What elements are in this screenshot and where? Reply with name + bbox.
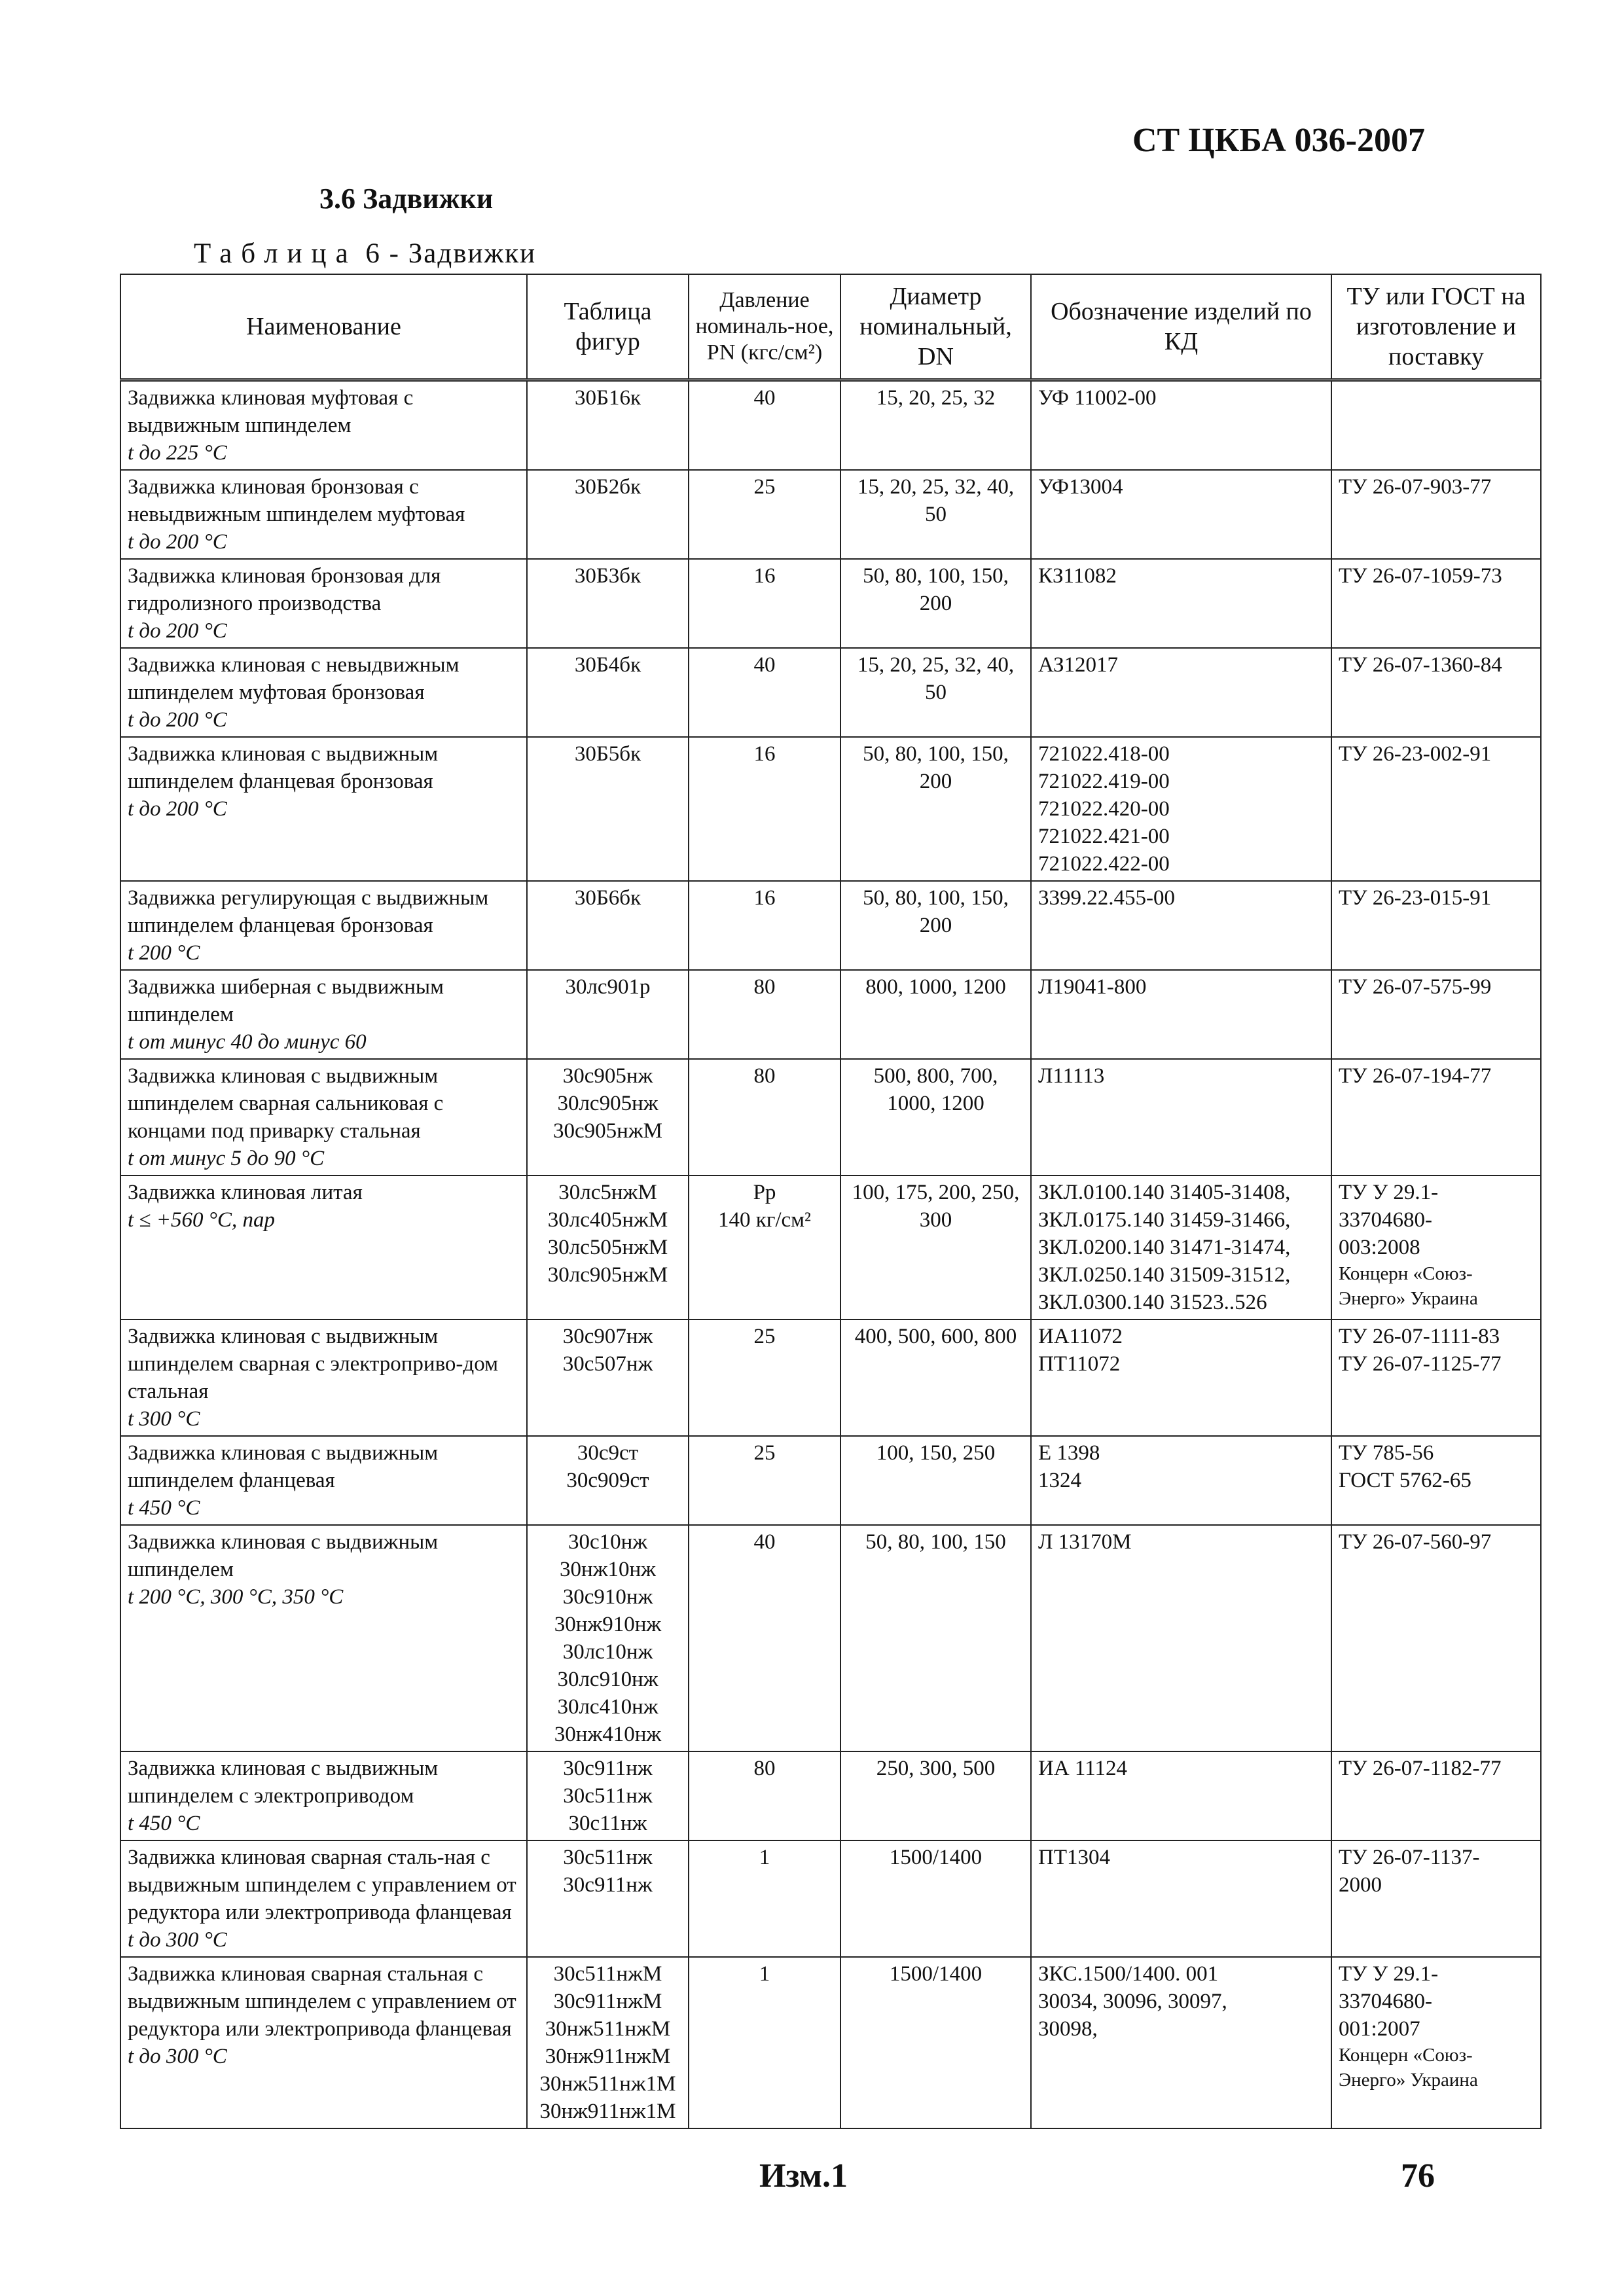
- cell-figure: [527, 1436, 689, 1525]
- table-caption-rest: 6 - Задвижки: [365, 238, 537, 269]
- cell-standard: [1331, 1525, 1541, 1751]
- cell-standard: [1331, 1751, 1541, 1840]
- figure-codes: 30лс901р: [565, 975, 651, 999]
- cell-standard: [1331, 1319, 1541, 1436]
- diameter-values: 800, 1000, 1200: [865, 975, 1006, 999]
- cell-standard: [1331, 559, 1541, 648]
- table-row: [120, 1175, 1541, 1319]
- diameter-values: 100, 175, 200, 250, 300: [852, 1181, 1020, 1232]
- col-header-name: Наименование: [120, 274, 527, 380]
- diameter-values: 1500/1400: [889, 1846, 983, 1869]
- diameter-values: 15, 20, 25, 32: [876, 386, 996, 410]
- cell-designation: [1031, 559, 1331, 648]
- cell-pressure: [689, 559, 840, 648]
- cell-standard: [1331, 737, 1541, 881]
- temperature-condition: t 200 °C: [128, 941, 200, 965]
- cell-designation: [1031, 1175, 1331, 1319]
- section-title: 3.6 Задвижки: [319, 183, 494, 215]
- cell-designation: [1031, 737, 1331, 881]
- figure-codes: 30Б2бк: [574, 475, 641, 499]
- standard-codes: ТУ 26-07-560-97: [1339, 1530, 1492, 1554]
- valve-name: Задвижка клиновая литая: [128, 1181, 363, 1204]
- pressure-value: Рр 140 кг/см²: [718, 1181, 811, 1232]
- diameter-values: 50, 80, 100, 150, 200: [863, 564, 1009, 615]
- cell-standard: [1331, 1059, 1541, 1175]
- cell-pressure: [689, 1175, 840, 1319]
- table-caption: [194, 238, 536, 270]
- pressure-value: 40: [753, 1530, 776, 1554]
- cell-designation: [1031, 970, 1331, 1059]
- cell-figure: [527, 470, 689, 559]
- cell-name: [120, 1319, 527, 1436]
- pressure-value: 80: [753, 975, 776, 999]
- cell-designation: [1031, 1840, 1331, 1957]
- pressure-value: 25: [753, 1325, 776, 1348]
- pressure-value: 16: [753, 564, 776, 588]
- designation-codes: 3399.22.455-00: [1038, 886, 1175, 910]
- standard-codes: ТУ 26-07-1360-84: [1339, 653, 1502, 677]
- cell-figure: [527, 1059, 689, 1175]
- cell-diameter: [840, 1525, 1031, 1751]
- cell-standard: [1331, 648, 1541, 737]
- cell-figure: [527, 881, 689, 970]
- temperature-condition: t от минус 40 до минус 60: [128, 1030, 367, 1054]
- cell-name: [120, 470, 527, 559]
- cell-designation: [1031, 1751, 1331, 1840]
- cell-name: [120, 1059, 527, 1175]
- pressure-value: 80: [753, 1064, 776, 1088]
- figure-codes: 30с511нж 30с911нж: [563, 1846, 653, 1897]
- valve-name: Задвижка клиновая бронзовая для гидролизного производства: [128, 564, 441, 615]
- table-row: [120, 470, 1541, 559]
- designation-codes: ЗКС.1500/1400. 001 30034, 30096, 30097, 30098,: [1038, 1962, 1227, 2041]
- table-row: [120, 970, 1541, 1059]
- figure-codes: 30лс5нжМ 30лс405нжМ 30лс505нжМ 30лс905нжМ: [547, 1181, 668, 1287]
- cell-name: [120, 1175, 527, 1319]
- pressure-value: 1: [759, 1962, 770, 1986]
- cell-name: [120, 881, 527, 970]
- cell-diameter: [840, 648, 1031, 737]
- manufacturer-note: Концерн «Союз-Энерго» Украина: [1339, 1263, 1478, 1309]
- cell-designation: [1031, 1059, 1331, 1175]
- cell-diameter: [840, 1957, 1031, 2128]
- valve-name: Задвижка клиновая с выдвижным шпинделем с электроприводом: [128, 1757, 439, 1808]
- cell-figure: [527, 380, 689, 471]
- cell-name: [120, 380, 527, 471]
- diameter-values: 400, 500, 600, 800: [854, 1325, 1017, 1348]
- cell-diameter: [840, 970, 1031, 1059]
- temperature-condition: t 300 °C: [128, 1407, 200, 1431]
- diameter-values: 50, 80, 100, 150, 200: [863, 742, 1009, 793]
- standard-codes: ТУ 26-07-1059-73: [1339, 564, 1502, 588]
- cell-designation: [1031, 470, 1331, 559]
- cell-figure: [527, 559, 689, 648]
- table-body: [120, 380, 1541, 2129]
- cell-name: [120, 1840, 527, 1957]
- table-row: [120, 1059, 1541, 1175]
- figure-codes: 30Б3бк: [574, 564, 641, 588]
- standard-codes: ТУ 785-56 ГОСТ 5762-65: [1339, 1441, 1471, 1492]
- standard-codes: ТУ 26-07-194-77: [1339, 1064, 1492, 1088]
- cell-designation: [1031, 1436, 1331, 1525]
- valve-name: Задвижка клиновая сварная сталь-ная с выдвижным шпинделем с управлением от редуктора или электропривода фланцевая: [128, 1846, 516, 1924]
- cell-designation: [1031, 1957, 1331, 2128]
- cell-name: [120, 1525, 527, 1751]
- standard-codes: ТУ 26-07-1111-83 ТУ 26-07-1125-77: [1339, 1325, 1502, 1376]
- standard-codes: ТУ У 29.1- 33704680- 001:2007: [1339, 1962, 1439, 2041]
- cell-name: [120, 970, 527, 1059]
- designation-codes: ЗКЛ.0100.140 31405-31408, ЗКЛ.0175.140 31459-31466, ЗКЛ.0200.140 31471-31474, ЗКЛ.0250.140 31509-31512, ЗКЛ.0300.140 31523..526: [1038, 1181, 1291, 1314]
- cell-diameter: [840, 1751, 1031, 1840]
- table-row: [120, 648, 1541, 737]
- cell-designation: [1031, 380, 1331, 471]
- col-header-standard: ТУ или ГОСТ на изготовление и поставку: [1331, 274, 1541, 380]
- temperature-condition: t до 200 °C: [128, 530, 227, 554]
- standard-codes: ТУ 26-07-903-77: [1339, 475, 1492, 499]
- designation-codes: УФ 11002-00: [1038, 386, 1157, 410]
- temperature-condition: t до 200 °C: [128, 708, 227, 732]
- cell-standard: [1331, 380, 1541, 471]
- cell-standard: [1331, 881, 1541, 970]
- table-row: [120, 380, 1541, 471]
- cell-name: [120, 1436, 527, 1525]
- valve-name: Задвижка клиновая с выдвижным шпинделем: [128, 1530, 439, 1581]
- col-header-designation: Обозначение изделий по КД: [1031, 274, 1331, 380]
- temperature-condition: t от минус 5 до 90 °C: [128, 1147, 325, 1170]
- table-row: [120, 1840, 1541, 1957]
- diameter-values: 50, 80, 100, 150, 200: [863, 886, 1009, 937]
- cell-diameter: [840, 1175, 1031, 1319]
- figure-codes: 30с911нж 30с511нж 30с11нж: [563, 1757, 653, 1835]
- figure-codes: 30с9ст 30с909ст: [566, 1441, 649, 1492]
- cell-name: [120, 1751, 527, 1840]
- designation-codes: ИА11072 ПТ11072: [1038, 1325, 1123, 1376]
- cell-figure: [527, 737, 689, 881]
- figure-codes: 30Б4бк: [574, 653, 641, 677]
- diameter-values: 15, 20, 25, 32, 40, 50: [857, 653, 1015, 704]
- pressure-value: 16: [753, 886, 776, 910]
- cell-figure: [527, 1525, 689, 1751]
- cell-pressure: [689, 881, 840, 970]
- cell-diameter: [840, 1436, 1031, 1525]
- cell-standard: [1331, 470, 1541, 559]
- designation-codes: АЗ12017: [1038, 653, 1119, 677]
- pressure-value: 25: [753, 1441, 776, 1465]
- figure-codes: 30с907нж 30с507нж: [562, 1325, 653, 1376]
- cell-figure: [527, 648, 689, 737]
- pressure-value: 25: [753, 475, 776, 499]
- figure-codes: 30Б6бк: [574, 886, 641, 910]
- diameter-values: 1500/1400: [889, 1962, 983, 1986]
- cell-diameter: [840, 559, 1031, 648]
- cell-diameter: [840, 1840, 1031, 1957]
- table-row: [120, 1436, 1541, 1525]
- cell-name: [120, 648, 527, 737]
- cell-pressure: [689, 380, 840, 471]
- valve-name: Задвижка клиновая бронзовая с невыдвижным шпинделем муфтовая: [128, 475, 465, 526]
- standard-codes: ТУ 26-07-575-99: [1339, 975, 1492, 999]
- designation-codes: Е 1398 1324: [1038, 1441, 1100, 1492]
- cell-pressure: [689, 1957, 840, 2128]
- cell-pressure: [689, 737, 840, 881]
- cell-pressure: [689, 970, 840, 1059]
- standard-codes: ТУ 26-07-1182-77: [1339, 1757, 1502, 1780]
- designation-codes: Л19041-800: [1038, 975, 1147, 999]
- diameter-values: 15, 20, 25, 32, 40, 50: [857, 475, 1015, 526]
- valve-name: Задвижка клиновая с невыдвижным шпинделем муфтовая бронзовая: [128, 653, 460, 704]
- designation-codes: Л 13170М: [1038, 1530, 1132, 1554]
- cell-diameter: [840, 881, 1031, 970]
- table-row: [120, 1319, 1541, 1436]
- standard-codes: ТУ 26-23-002-91: [1339, 742, 1492, 766]
- cell-pressure: [689, 1525, 840, 1751]
- standard-codes: ТУ 26-07-1137- 2000: [1339, 1846, 1480, 1897]
- col-header-figure: Таблица фигур: [527, 274, 689, 380]
- designation-codes: ПТ1304: [1038, 1846, 1110, 1869]
- valve-name: Задвижка регулирующая с выдвижным шпинделем фланцевая бронзовая: [128, 886, 489, 937]
- pressure-value: 80: [753, 1757, 776, 1780]
- designation-codes: Л11113: [1038, 1064, 1105, 1088]
- standard-codes: ТУ 26-23-015-91: [1339, 886, 1492, 910]
- pressure-value: 1: [759, 1846, 770, 1869]
- temperature-condition: t до 200 °C: [128, 797, 227, 821]
- cell-pressure: [689, 1059, 840, 1175]
- table-row: [120, 1751, 1541, 1840]
- cell-figure: [527, 1319, 689, 1436]
- gate-valves-table: [120, 274, 1542, 2129]
- table-row: [120, 881, 1541, 970]
- doc-code: СТ ЦКБА 036-2007: [1132, 122, 1425, 159]
- valve-name: Задвижка клиновая с выдвижным шпинделем сварная сальниковая с концами под приварку стальная: [128, 1064, 444, 1143]
- temperature-condition: t 450 °C: [128, 1496, 200, 1520]
- cell-name: [120, 737, 527, 881]
- cell-pressure: [689, 648, 840, 737]
- valve-name: Задвижка клиновая с выдвижным шпинделем фланцевая бронзовая: [128, 742, 439, 793]
- figure-codes: 30Б5бк: [574, 742, 641, 766]
- diameter-values: 500, 800, 700, 1000, 1200: [873, 1064, 998, 1115]
- cell-standard: [1331, 1840, 1541, 1957]
- cell-name: [120, 559, 527, 648]
- diameter-values: 50, 80, 100, 150: [865, 1530, 1006, 1554]
- table-row: [120, 1525, 1541, 1751]
- pressure-value: 40: [753, 386, 776, 410]
- designation-codes: КЗ11082: [1038, 564, 1117, 588]
- col-header-pressure: Давление номиналь-ное, PN (кгс/см²): [689, 274, 840, 380]
- cell-designation: [1031, 881, 1331, 970]
- temperature-condition: t до 300 °C: [128, 1928, 227, 1952]
- cell-pressure: [689, 470, 840, 559]
- table-row: [120, 1957, 1541, 2128]
- designation-codes: 721022.418-00 721022.419-00 721022.420-00 721022.421-00 721022.422-00: [1038, 742, 1170, 876]
- cell-designation: [1031, 1319, 1331, 1436]
- table-row: [120, 559, 1541, 648]
- designation-codes: УФ13004: [1038, 475, 1123, 499]
- diameter-values: 100, 150, 250: [876, 1441, 996, 1465]
- cell-designation: [1031, 648, 1331, 737]
- pressure-value: 16: [753, 742, 776, 766]
- valve-name: Задвижка клиновая сварная стальная с выдвижным шпинделем с управлением от редуктора или электропривода фланцевая: [128, 1962, 516, 2041]
- standard-codes: ТУ У 29.1- 33704680- 003:2008: [1339, 1181, 1439, 1259]
- figure-codes: 30с10нж 30нж10нж 30с910нж 30нж910нж 30лс10нж 30лс910нж 30лс410нж 30нж410нж: [554, 1530, 662, 1746]
- cell-designation: [1031, 1525, 1331, 1751]
- revision-label: Изм.1: [759, 2157, 848, 2195]
- temperature-condition: t ≤ +560 °C, пар: [128, 1208, 276, 1232]
- cell-diameter: [840, 380, 1031, 471]
- cell-name: [120, 1957, 527, 2128]
- cell-standard: [1331, 1175, 1541, 1319]
- cell-diameter: [840, 1059, 1031, 1175]
- valve-name: Задвижка клиновая с выдвижным шпинделем сварная с электроприво-дом стальная: [128, 1325, 498, 1403]
- temperature-condition: t до 225 °C: [128, 441, 227, 465]
- cell-figure: [527, 1840, 689, 1957]
- cell-figure: [527, 1751, 689, 1840]
- cell-figure: [527, 1175, 689, 1319]
- temperature-condition: t до 200 °C: [128, 619, 227, 643]
- figure-codes: 30с905нж 30лс905нж 30с905нжМ: [553, 1064, 662, 1143]
- cell-standard: [1331, 1436, 1541, 1525]
- valve-name: Задвижка клиновая с выдвижным шпинделем фланцевая: [128, 1441, 439, 1492]
- temperature-condition: t 200 °C, 300 °C, 350 °C: [128, 1585, 344, 1609]
- table-header-row: [120, 274, 1541, 380]
- table-caption-word: Таблица: [194, 238, 357, 269]
- temperature-condition: t 450 °C: [128, 1812, 200, 1835]
- figure-codes: 30Б16к: [575, 386, 641, 410]
- cell-diameter: [840, 470, 1031, 559]
- valve-name: Задвижка шиберная с выдвижным шпинделем: [128, 975, 444, 1026]
- pressure-value: 40: [753, 653, 776, 677]
- table-row: [120, 737, 1541, 881]
- designation-codes: ИА 11124: [1038, 1757, 1127, 1780]
- diameter-values: 250, 300, 500: [876, 1757, 996, 1780]
- col-header-diameter: Диаметр номинальный, DN: [840, 274, 1031, 380]
- temperature-condition: t до 300 °C: [128, 2045, 227, 2068]
- figure-codes: 30с511нжМ 30с911нжМ 30нж511нжМ 30нж911нжМ 30нж511нж1М 30нж911нж1М: [539, 1962, 676, 2123]
- cell-pressure: [689, 1319, 840, 1436]
- cell-pressure: [689, 1751, 840, 1840]
- valve-name: Задвижка клиновая муфтовая с выдвижным шпинделем: [128, 386, 414, 437]
- cell-standard: [1331, 970, 1541, 1059]
- manufacturer-note: Концерн «Союз-Энерго» Украина: [1339, 2045, 1478, 2090]
- cell-standard: [1331, 1957, 1541, 2128]
- page-number: 76: [1401, 2157, 1435, 2195]
- cell-pressure: [689, 1436, 840, 1525]
- cell-figure: [527, 970, 689, 1059]
- cell-figure: [527, 1957, 689, 2128]
- cell-pressure: [689, 1840, 840, 1957]
- cell-diameter: [840, 1319, 1031, 1436]
- cell-diameter: [840, 737, 1031, 881]
